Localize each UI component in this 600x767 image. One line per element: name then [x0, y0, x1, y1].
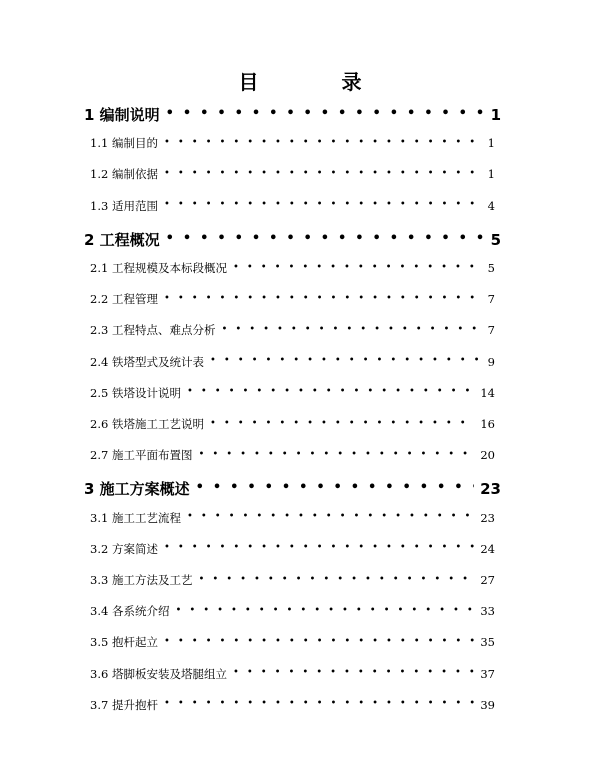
- toc-page-number: 14: [480, 385, 495, 400]
- toc-dot-leader: [164, 292, 479, 304]
- toc-page-number: 33: [480, 604, 495, 619]
- toc-entry-label: 3.3 施工方法及工艺: [90, 573, 193, 587]
- toc-page-number: 7: [487, 323, 495, 338]
- toc-page-number: 24: [480, 541, 495, 556]
- toc-entry-label: 3.4 各系统介绍: [90, 604, 170, 619]
- toc-dot-leader: [166, 105, 485, 120]
- toc-page-number: 27: [480, 573, 495, 587]
- toc-dot-leader: [233, 261, 479, 273]
- toc-chapter-entry[interactable]: [84, 104, 501, 125]
- toc-section-entry[interactable]: [90, 260, 495, 276]
- toc-section-entry[interactable]: [90, 166, 495, 182]
- toc-chapter-entry[interactable]: [84, 229, 501, 250]
- toc-page-number: 39: [480, 697, 495, 712]
- toc-dot-leader: [164, 136, 479, 148]
- toc-dot-leader: [221, 323, 479, 335]
- toc-section-entry[interactable]: [90, 416, 495, 432]
- toc-entry-label: 1.2 编制依据: [90, 167, 158, 182]
- toc-entry-label: 3.5 抱杆起立: [90, 635, 158, 650]
- toc-section-entry[interactable]: [90, 666, 495, 682]
- toc-entry-label: 1.1 编制目的: [90, 136, 158, 151]
- toc-section-entry[interactable]: [90, 291, 495, 307]
- toc-section-entry[interactable]: [90, 510, 495, 526]
- toc-dot-leader: [196, 479, 474, 494]
- toc-dot-leader: [164, 697, 474, 709]
- toc-title: 目 录: [238, 70, 400, 94]
- toc-section-entry[interactable]: [90, 385, 495, 401]
- toc-entry-label: 3.7 提升抱杆: [90, 697, 158, 712]
- toc-section-entry[interactable]: [90, 447, 495, 463]
- toc-dot-leader: [198, 573, 474, 585]
- toc-chapter-entry[interactable]: [84, 478, 501, 499]
- toc-entry-label: 1.3 适用范围: [90, 198, 158, 213]
- toc-dot-leader: [166, 230, 485, 245]
- toc-section-entry[interactable]: [90, 322, 495, 338]
- toc-dot-leader: [164, 167, 479, 179]
- toc-dot-leader: [164, 541, 474, 553]
- toc-entry-label: 1 编制说明: [84, 106, 160, 124]
- toc-page-number: 7: [487, 292, 495, 307]
- toc-section-entry[interactable]: [90, 603, 495, 619]
- toc-page-number: 5: [487, 261, 495, 275]
- toc-page-number: 16: [480, 417, 495, 431]
- toc-entry-label: 3.1 施工工艺流程: [90, 510, 181, 525]
- toc-section-entry[interactable]: [90, 135, 495, 151]
- toc-section-entry[interactable]: [90, 354, 495, 370]
- toc-dot-leader: [210, 417, 474, 429]
- toc-entry-label: 2.6 铁塔施工工艺说明: [90, 417, 204, 431]
- toc-page-number: 37: [480, 666, 495, 681]
- toc-entry-label: 3.2 方案简述: [90, 541, 158, 556]
- toc-page-number: 4: [487, 198, 495, 213]
- toc-section-entry[interactable]: [90, 198, 495, 214]
- toc-entry-label: 2.2 工程管理: [90, 292, 158, 307]
- toc-page-number: 20: [480, 448, 495, 463]
- toc-entry-label: 2 工程概况: [84, 230, 160, 249]
- toc-page-number: 35: [480, 635, 495, 650]
- toc-dot-leader: [187, 385, 474, 397]
- toc-page-number: 23: [480, 480, 501, 499]
- toc-dot-leader: [210, 354, 479, 366]
- toc-entry-label: 2.4 铁塔型式及统计表: [90, 354, 204, 369]
- toc-dot-leader: [233, 666, 474, 678]
- toc-dot-leader: [164, 198, 479, 210]
- toc-dot-leader: [175, 604, 474, 616]
- toc-section-entry[interactable]: [90, 634, 495, 650]
- toc-entry-label: 2.3 工程特点、难点分析: [90, 323, 216, 338]
- toc-page-number: 9: [487, 354, 495, 369]
- toc-entry-label: 2.7 施工平面布置图: [90, 448, 193, 463]
- toc-entry-label: 2.5 铁塔设计说明: [90, 385, 181, 400]
- toc-page-number: 1: [487, 136, 495, 151]
- toc-page-number: 1: [490, 106, 501, 124]
- toc-dot-leader: [187, 510, 474, 522]
- toc-entry-label: 2.1 工程规模及本标段概况: [90, 261, 227, 275]
- toc-entry-label: 3.6 塔脚板安装及塔腿组立: [90, 666, 227, 681]
- toc-section-entry[interactable]: [90, 697, 495, 713]
- toc-page-number: 23: [480, 510, 495, 525]
- toc-section-entry[interactable]: [90, 572, 495, 588]
- toc-dot-leader: [164, 635, 474, 647]
- toc-dot-leader: [198, 448, 474, 460]
- toc-page-number: 5: [490, 230, 501, 249]
- toc-section-entry[interactable]: [90, 541, 495, 557]
- toc-entry-label: 3 施工方案概述: [84, 480, 190, 499]
- toc-page-number: 1: [487, 167, 495, 182]
